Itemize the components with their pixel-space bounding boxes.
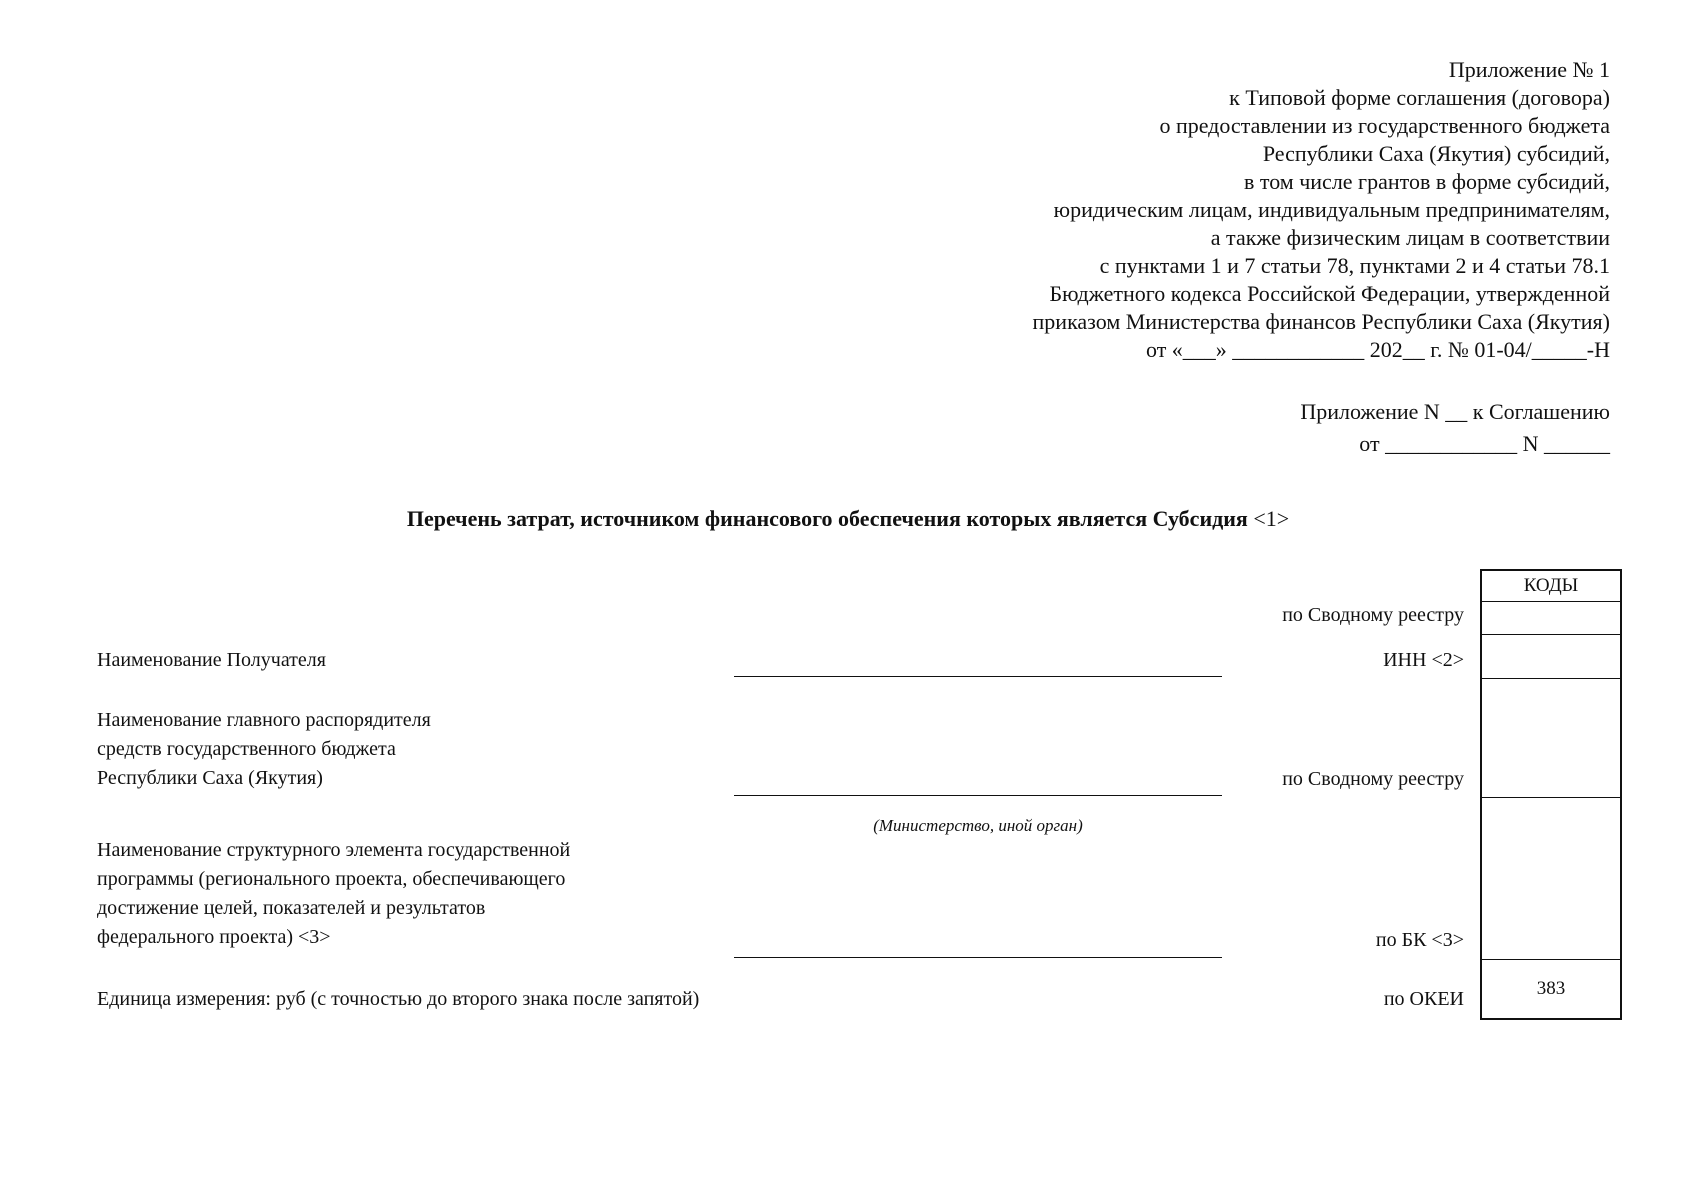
unit-label: Единица измерения: руб (с точностью до второго знака после запятой) [97,988,700,1010]
grbs-label-line1: Наименование главного распорядителя [97,709,431,731]
page-title-text: Перечень затрат, источником финансового обеспечения которых является Субсидия [406,506,1248,531]
structural-element-field[interactable] [734,957,1222,958]
agreement-appendix-line2: от ____________ N ______ [1359,431,1610,456]
bk-label: по БК <3> [1375,929,1464,951]
structural-element-line3: достижение целей, показателей и результатов [97,897,486,919]
codes-cell-svod-reestr-2[interactable] [1482,678,1620,797]
agreement-appendix [1010,396,1610,460]
codes-header: КОДЫ [1523,575,1579,596]
structural-element-line1: Наименование структурного элемента государственной [97,839,571,861]
header-line: от «___» ____________ 202__ г. № 01-04/_____-Н [1145,337,1610,362]
svod-reestr-label-2: по Сводному реестру [1282,768,1464,790]
header-line: о предоставлении из государственного бюджета [1159,113,1610,138]
codes-table [1480,569,1622,1020]
header-line: приказом Министерства финансов Республики Саха (Якутия) [1032,309,1610,334]
title-footnote: <1> [1247,506,1290,531]
okei-label: по ОКЕИ [1383,988,1464,1010]
header-line: а также физическим лицам в соответствии [1210,225,1610,250]
svod-reestr-label-1: по Сводному реестру [1282,604,1464,626]
header-line: в том числе грантов в форме субсидий, [1244,169,1610,194]
grbs-label-line2: средств государственного бюджета [97,738,396,760]
header-line: Бюджетного кодекса Российской Федерации, утвержденной [1049,281,1610,306]
recipient-label: Наименование Получателя [97,649,326,671]
recipient-name-field[interactable] [734,676,1222,677]
inn-label: ИНН <2> [1383,649,1464,671]
structural-element-line2: программы (регионального проекта, обеспечивающего [97,868,566,890]
codes-cell-inn[interactable] [1482,634,1620,678]
grbs-label-line3: Республики Саха (Якутия) [97,767,323,789]
ministry-sublabel: (Министерство, иной орган) [873,816,1083,835]
header-line: с пунктами 1 и 7 статьи 78, пунктами 2 и 4 статьи 78.1 [1099,253,1610,278]
header-line: Приложение № 1 [1448,57,1610,82]
codes-cell-okei: 383 [1482,959,1620,1018]
header-line: к Типовой форме соглашения (договора) [1229,85,1610,110]
structural-element-label [97,836,570,952]
grbs-label [97,706,431,793]
page-title [0,505,1696,533]
grbs-name-field[interactable] [734,795,1222,796]
codes-cell-bk[interactable] [1482,797,1620,959]
header-line: Республики Саха (Якутия) субсидий, [1262,141,1610,166]
header-line: юридическим лицам, индивидуальным предпринимателям, [1053,197,1610,222]
appendix-header [850,56,1610,364]
structural-element-line4: федерального проекта) <3> [97,926,331,948]
agreement-appendix-line1: Приложение N __ к Соглашению [1300,399,1610,424]
codes-cell-svod-reestr-1[interactable] [1482,601,1620,634]
